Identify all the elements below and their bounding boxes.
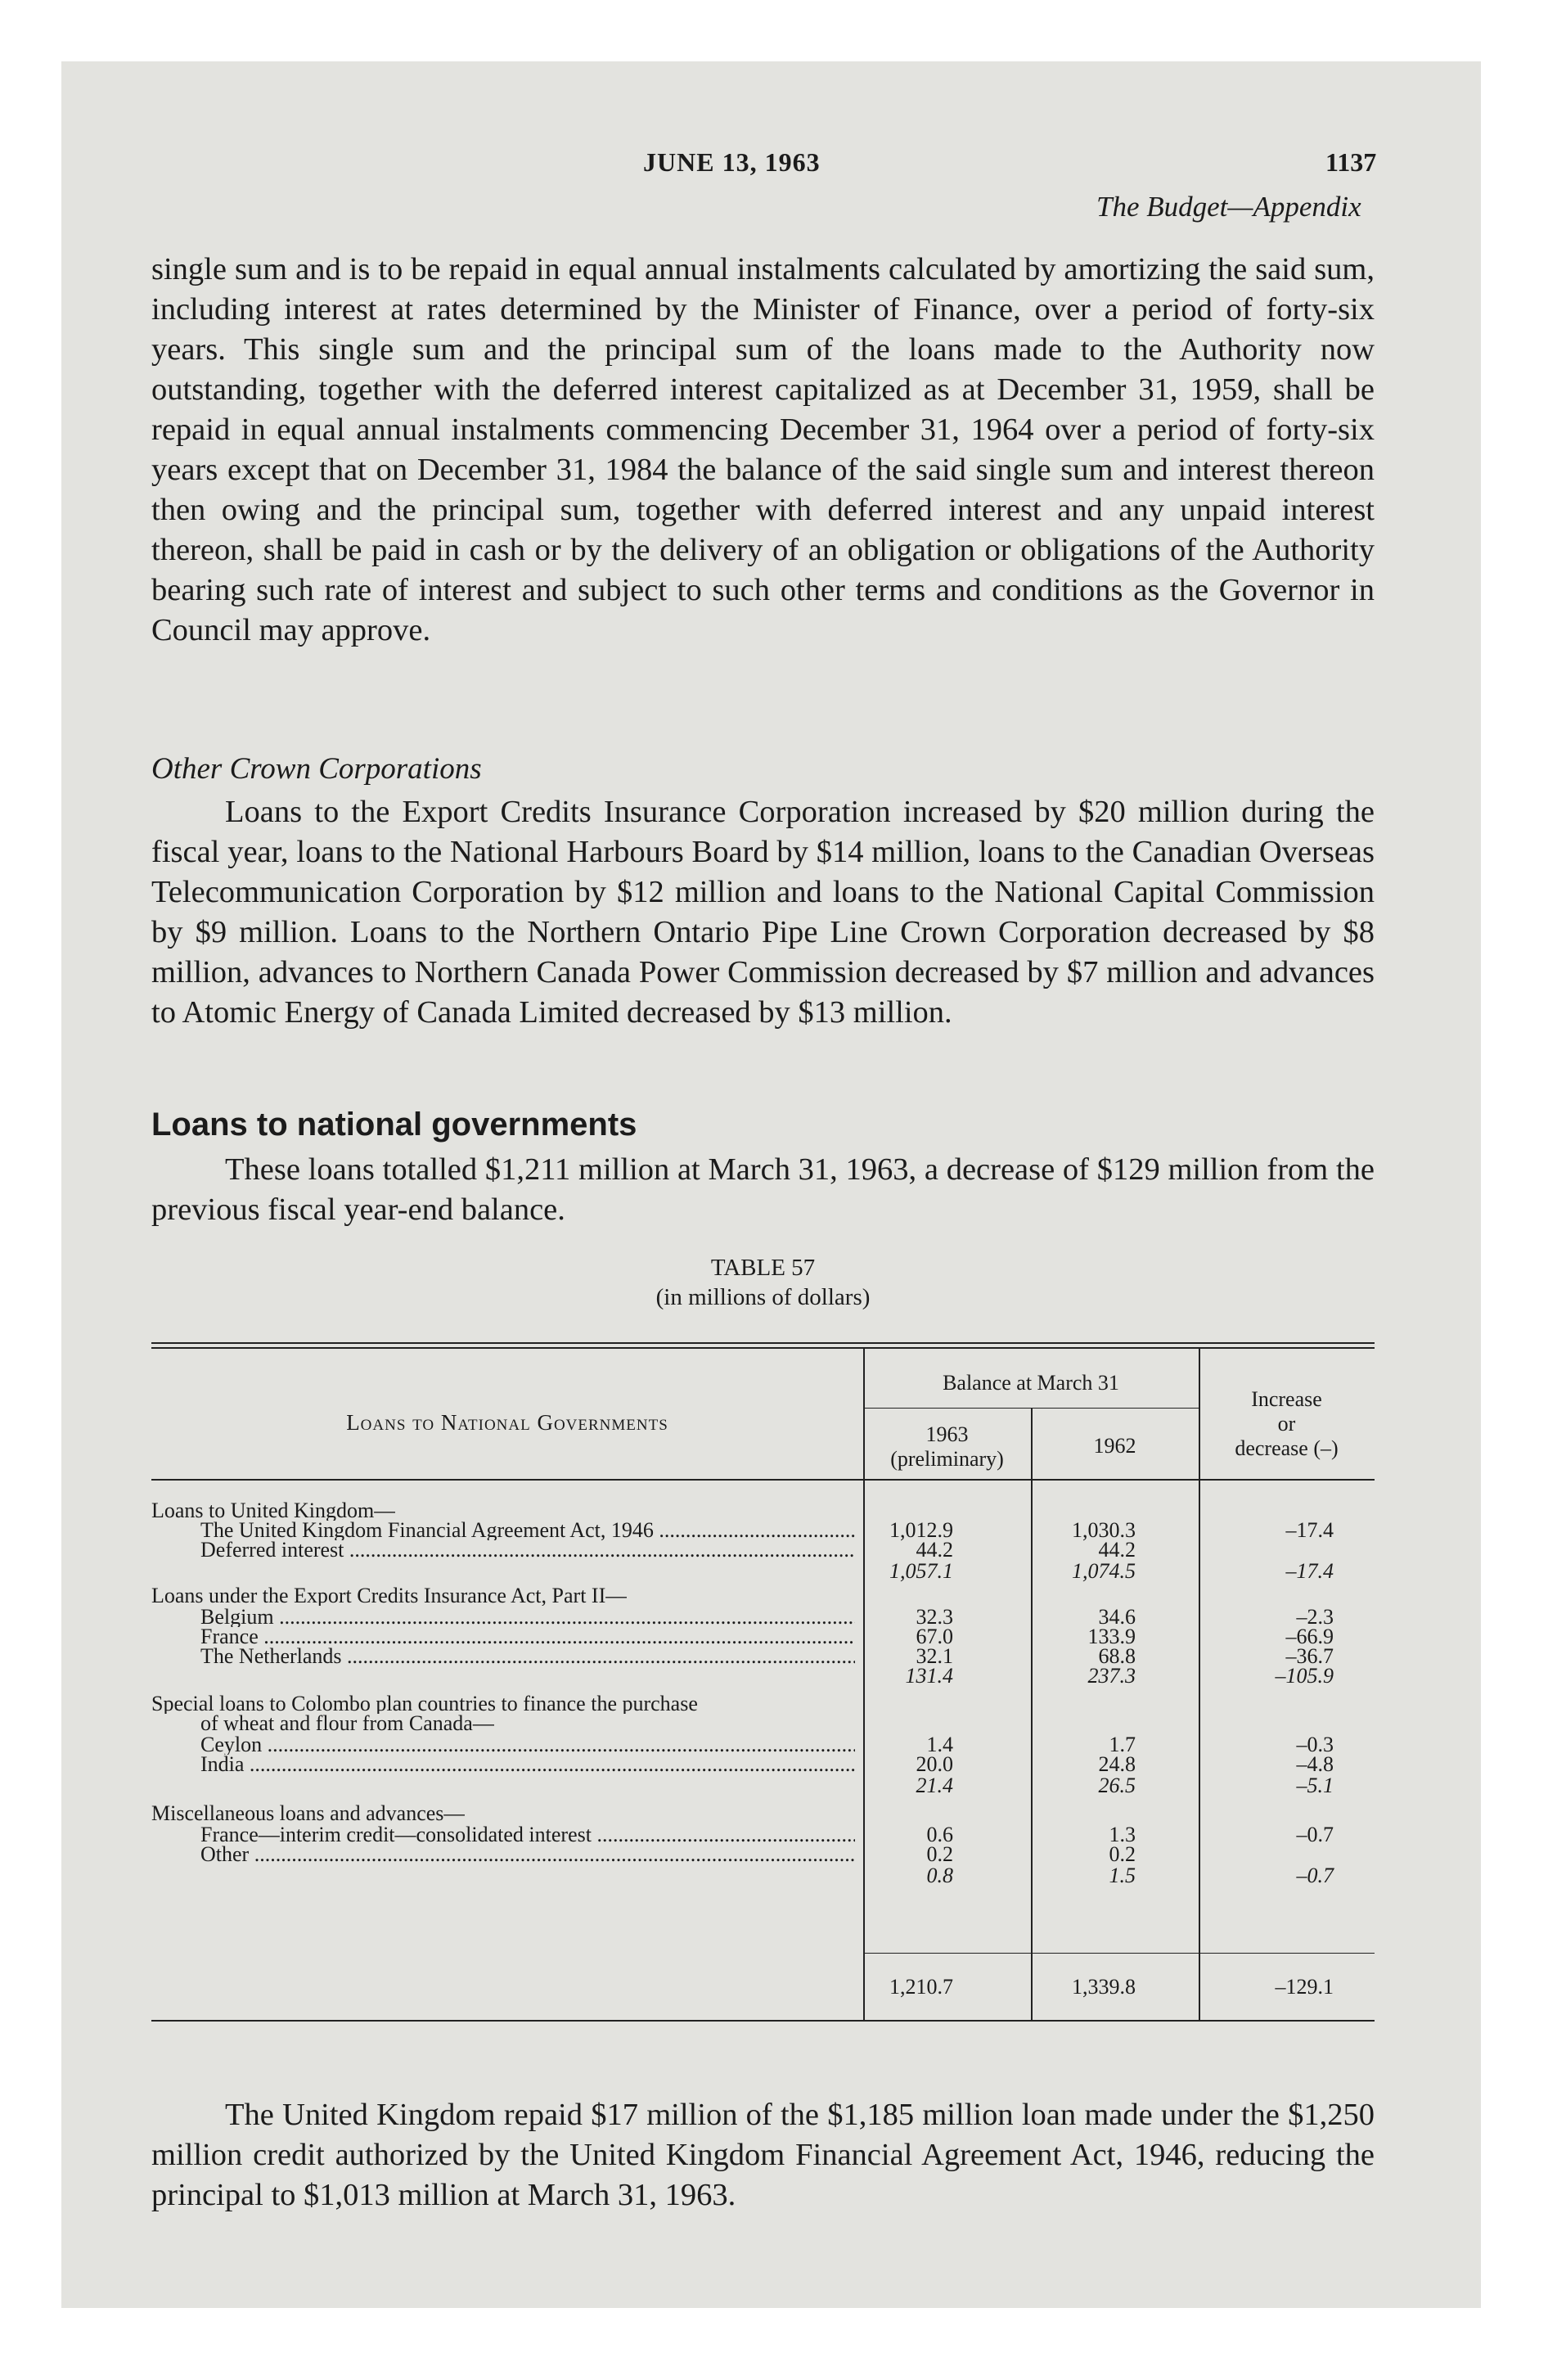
stub-header: Loans to National Governments: [346, 1410, 668, 1435]
value-change: –17.4: [1285, 1559, 1334, 1583]
value-1963: 20.0: [916, 1752, 953, 1776]
value-change: –36.7: [1285, 1644, 1334, 1668]
table-row: [151, 1540, 1375, 1560]
other-crown-heading: Other Crown Corporations: [151, 752, 482, 786]
row-label: Other .....: [200, 1845, 855, 1864]
national-govts-paragraph: These loans totalled $1,211 million at March 31, 1963, a decrease of $129 million from the previous fiscal year-end balance.: [151, 1152, 1375, 1227]
value-1963: 44.2: [916, 1538, 953, 1562]
subtotal-row: [151, 1666, 1375, 1686]
subtotal-row: [151, 1866, 1375, 1886]
subtotal-row: [151, 1776, 1375, 1796]
change-header-2: or: [1277, 1412, 1296, 1436]
value-1962: 68.8: [1098, 1644, 1136, 1668]
value-1962: 1.3: [1109, 1823, 1136, 1846]
value-1962: 133.9: [1087, 1625, 1136, 1648]
table-rule-top-double: [151, 1347, 1375, 1349]
table-row: [151, 1644, 1375, 1668]
row-label: France—interim credit—consolidated interest .....: [200, 1825, 855, 1845]
group-heading: Loans under the Export Credits Insurance Act, Part II—: [151, 1586, 628, 1606]
table-row: [151, 1825, 1375, 1845]
table-row: [151, 1607, 1375, 1627]
total-1962: 1,339.8: [1072, 1975, 1136, 1999]
change-header-1: Increase: [1251, 1387, 1322, 1411]
table-title: TABLE 57: [710, 1255, 816, 1281]
table-row: [151, 1714, 1375, 1733]
col-1963-note: (preliminary): [890, 1447, 1004, 1471]
national-govts-heading: Loans to national governments: [151, 1107, 637, 1143]
grand-total-row: [151, 1977, 1375, 1997]
table-row: [151, 1586, 1375, 1606]
row-label: Ceylon .....: [200, 1735, 855, 1755]
table-row: [151, 1518, 1375, 1542]
value-1963: 1.4: [926, 1733, 953, 1756]
row-label: Belgium .....: [200, 1607, 855, 1627]
value-1963: 32.1: [916, 1644, 953, 1668]
total-1963: 1,210.7: [889, 1975, 953, 1999]
group-heading: Loans to United Kingdom—: [151, 1501, 396, 1521]
value-change: –105.9: [1275, 1664, 1334, 1688]
value-change: –66.9: [1285, 1625, 1334, 1648]
intro-paragraph: single sum and is to be repaid in equal annual instalments calculated by amortizing the said sum, including interest at rates determined by the Minister of Finance, over a period of forty-six years. This single sum and the principal sum of the loans made to the Authority now outstanding, together with the deferred interest capitalized as at December 31, 1959, shall be repaid in equal annual instalments commencing December 31, 1964 over a period of forty-six years except that on December 31, 1984 the balance of the said single sum and interest thereon then owing and the principal sum, together with deferred interest and any unpaid interest thereon, shall be paid in cash or by the delivery of an obligation or obligations of the Authority bearing such rate of interest and subject to such other terms and conditions as the Governor in Council may approve.: [151, 252, 1375, 647]
table-rule-top: [151, 1342, 1375, 1344]
value-1963: 21.4: [916, 1774, 953, 1797]
group-heading: Miscellaneous loans and advances—: [151, 1804, 466, 1823]
row-label: France .....: [200, 1627, 855, 1647]
balance-header-rule: [863, 1408, 1199, 1409]
table-row: [151, 1501, 1375, 1521]
value-1962: 44.2: [1098, 1538, 1136, 1562]
total-change: –129.1: [1275, 1975, 1334, 1999]
balance-header: Balance at March 31: [943, 1371, 1119, 1395]
value-1963: 32.3: [916, 1605, 953, 1629]
group-heading: Special loans to Colombo plan countries to finance the purchase: [151, 1694, 698, 1714]
row-label: Deferred interest .....: [200, 1540, 855, 1560]
group-heading-cont: of wheat and flour from Canada—: [200, 1714, 494, 1733]
value-1963: 0.8: [926, 1864, 953, 1887]
other-crown-paragraph: Loans to the Export Credits Insurance Corporation increased by $20 million during the fiscal year, loans to the National Harbours Board by $14 million, loans to the Canadian Overseas Telecommunication Corporation by $12 million and loans to the National Capital Commission by $9 million. Loans to the Northern Ontario Pipe Line Crown Corporation decreased by $8 million, advances to Northern Canada Power Commission decreased by $7 million and advances to Atomic Energy of Canada Limited decreased by $13 million.: [151, 795, 1375, 1030]
loans-table: [151, 1342, 1375, 2028]
total-rule: [863, 1953, 1375, 1954]
value-1963: 67.0: [916, 1625, 953, 1648]
table-row: [151, 1735, 1375, 1755]
table-row: [151, 1752, 1375, 1776]
value-1963: 0.2: [926, 1842, 953, 1866]
page-date: JUNE 13, 1963: [643, 147, 821, 177]
value-1962: 1.5: [1109, 1864, 1136, 1887]
subtotal-row: [151, 1559, 1375, 1583]
value-change: –5.1: [1296, 1774, 1334, 1797]
table-row: [151, 1627, 1375, 1647]
value-change: –0.7: [1296, 1864, 1334, 1887]
table-rule-bottom: [151, 2020, 1375, 2022]
value-1963: 1,057.1: [889, 1559, 953, 1583]
value-1962: 0.2: [1109, 1842, 1136, 1866]
value-change: –2.3: [1296, 1605, 1334, 1629]
value-1963: 1,012.9: [889, 1518, 953, 1542]
running-head: The Budget—Appendix: [1096, 191, 1361, 223]
table-row: [151, 1694, 1375, 1714]
value-1963: 131.4: [905, 1664, 953, 1688]
row-label: The Netherlands .....: [200, 1647, 855, 1666]
value-1962: 1,030.3: [1072, 1518, 1136, 1542]
table-subtitle: (in millions of dollars): [655, 1284, 871, 1310]
row-label: The United Kingdom Financial Agreement Act, 1946 .....: [200, 1521, 855, 1540]
value-change: –0.7: [1296, 1823, 1334, 1846]
value-1962: 26.5: [1098, 1774, 1136, 1797]
value-change: –4.8: [1296, 1752, 1334, 1776]
change-header-3: decrease (–): [1235, 1436, 1339, 1460]
value-1962: 1,074.5: [1072, 1559, 1136, 1583]
value-1962: 34.6: [1098, 1605, 1136, 1629]
col-1963-label: 1963: [925, 1422, 969, 1446]
col-1962-label: 1962: [1093, 1434, 1136, 1458]
table-row: [151, 1804, 1375, 1823]
table-row: [151, 1842, 1375, 1866]
row-label: India .....: [200, 1755, 855, 1774]
value-change: –0.3: [1296, 1733, 1334, 1756]
value-1962: 24.8: [1098, 1752, 1136, 1776]
value-1962: 1.7: [1109, 1733, 1136, 1756]
value-1963: 0.6: [926, 1823, 953, 1846]
page-number: 1137: [1325, 147, 1377, 177]
value-1962: 237.3: [1087, 1664, 1136, 1688]
table-rule-header: [151, 1479, 1375, 1481]
closing-paragraph: The United Kingdom repaid $17 million of the $1,185 million loan made under the $1,250 million credit authorized by the United Kingdom Financial Agreement Act, 1946, reducing the principal to $1,013 million at March 31, 1963.: [151, 2098, 1375, 2212]
value-change: –17.4: [1285, 1518, 1334, 1542]
